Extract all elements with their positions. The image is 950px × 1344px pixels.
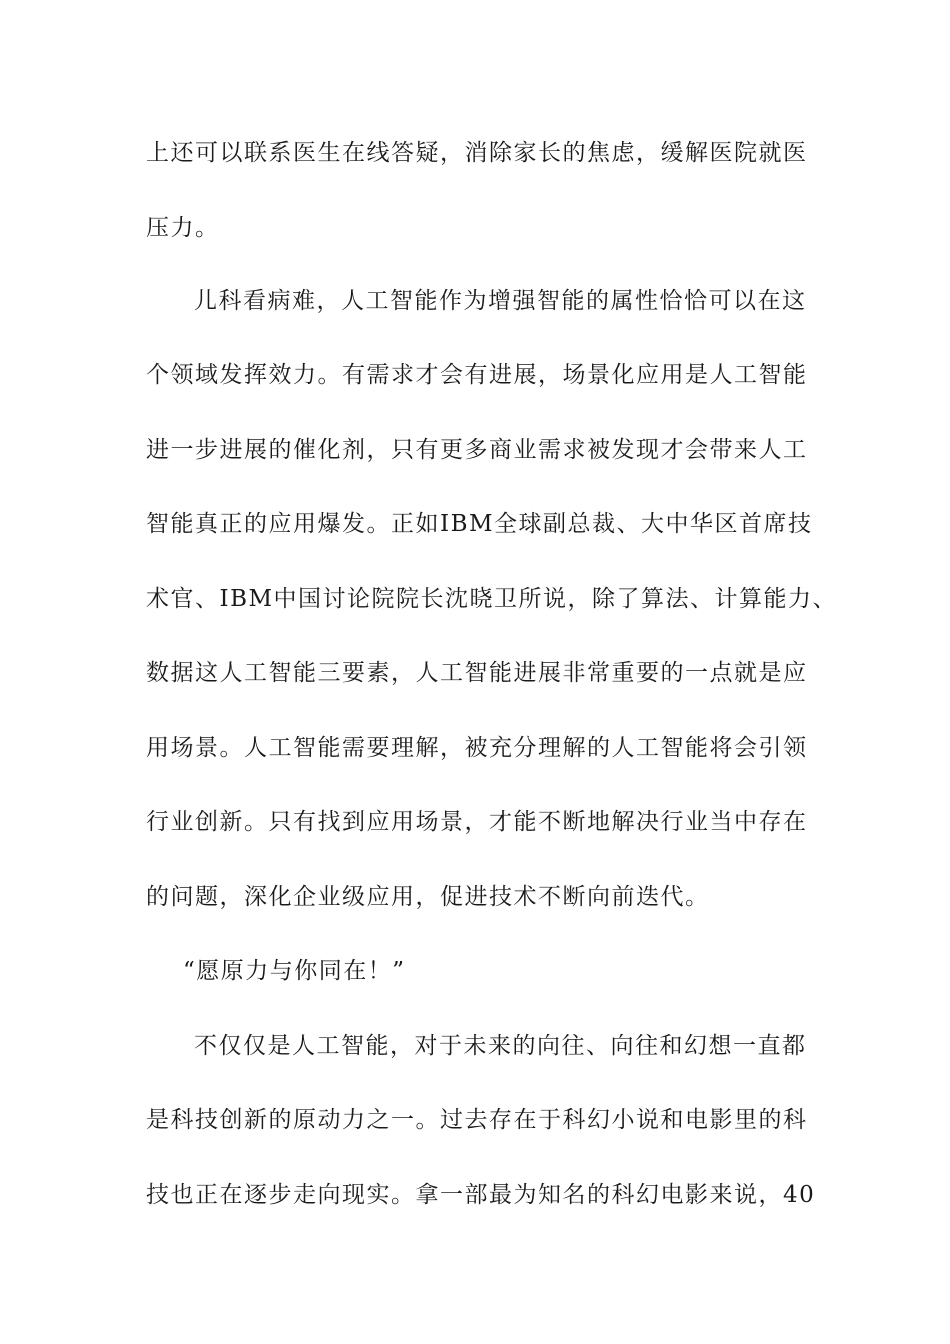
text-line: 不仅仅是人工智能，对于未来的向往、向往和幻想一直都 (194, 1033, 807, 1059)
text-line: 压力。 (146, 215, 220, 241)
text-line: 数据这人工智能三要素，人工智能进展非常重要的一点就是应 (146, 660, 808, 686)
text-line: 术官、IBM中国讨论院院长沈晓卫所说，除了算法、计算能力、 (146, 586, 838, 612)
text-line: 儿科看病难，人工智能作为增强智能的属性恰恰可以在这 (194, 288, 807, 314)
text-line: 进一步进展的催化剂，只有更多商业需求被发现才会带来人工 (146, 437, 808, 463)
text-line: 用场景。人工智能需要理解，被充分理解的人工智能将会引领 (146, 735, 808, 761)
text-line: 技也正在逐步走向现实。拿一部最为知名的科幻电影来说，40 (146, 1182, 816, 1208)
text-line: 的问题，深化企业级应用，促进技术不断向前迭代。 (146, 884, 710, 910)
text-line: 上还可以联系医生在线答疑，消除家长的焦虑，缓解医院就医 (146, 140, 808, 166)
text-line: 个领域发挥效力。有需求才会有进展，场景化应用是人工智能 (146, 362, 808, 388)
text-line: 是科技创新的原动力之一。过去存在于科幻小说和电影里的科 (146, 1107, 808, 1133)
text-line: 行业创新。只有找到应用场景，才能不断地解决行业当中存在 (146, 809, 808, 835)
text-line: “愿原力与你同在！” (183, 958, 406, 984)
text-line: 智能真正的应用爆发。正如IBM全球副总裁、大中华区首席技 (146, 511, 813, 537)
